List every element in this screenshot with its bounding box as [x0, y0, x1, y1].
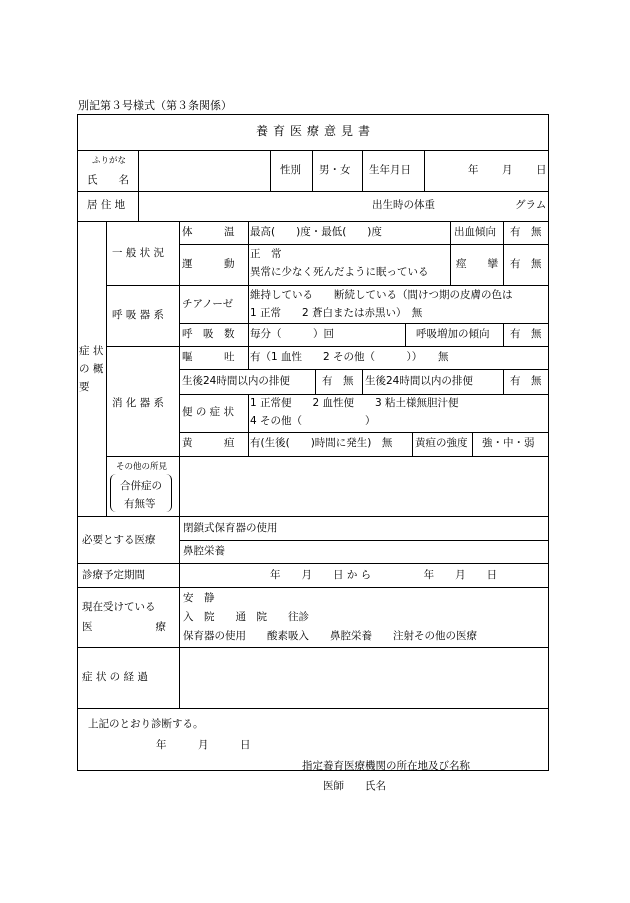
grid-line — [472, 432, 473, 456]
dob-month: 月 — [502, 164, 513, 176]
grid-line — [77, 708, 549, 709]
grid-line — [248, 394, 249, 456]
general-label: 一 般 状 況 — [112, 247, 165, 259]
grid-line — [179, 244, 549, 245]
dob-day: 日 — [536, 164, 547, 176]
grid-line — [179, 323, 549, 324]
required-label: 必要とする医療 — [82, 534, 156, 546]
intensity-value: 強・中・弱 — [482, 437, 535, 449]
dob-year: 年 — [468, 164, 479, 176]
period-label: 診療予定期間 — [82, 569, 145, 581]
grid-line — [503, 323, 504, 346]
vomit-value: 有（1 血性 2 その他（ ）） 無 — [250, 351, 449, 363]
grid-line — [77, 587, 549, 588]
institution-label: 指定養育医療機関の所在地及び名称 — [302, 760, 470, 772]
grid-line — [106, 221, 107, 516]
rate-label: 呼 吸 数 — [182, 328, 235, 340]
bleeding-label: 出血傾向 — [454, 226, 496, 238]
doctor-label: 医師 氏名 — [323, 780, 386, 792]
grid-line — [106, 285, 549, 286]
stool-line1: 1 正常便 2 血性便 3 粘土様無胆汁便 — [250, 397, 459, 409]
respiratory-label: 呼 吸 器 系 — [112, 309, 165, 321]
movement-line2: 異常に少なく死んだように眠っている — [250, 266, 429, 278]
vomit-label: 嘔 吐 — [182, 351, 235, 363]
grid-line — [179, 432, 549, 433]
current-line2: 入 院 通 院 往診 — [183, 611, 309, 623]
form-caption: 別記第３号様式（第３条関係） — [78, 99, 232, 112]
cyanosis-label: チアノーゼ — [182, 298, 234, 310]
increase-value: 有 無 — [510, 328, 542, 340]
intensity-label: 黄疸の強度 — [415, 437, 468, 449]
stool24-label: 生後24時間以内の排便 — [365, 375, 473, 387]
grid-line — [405, 323, 406, 346]
birth-weight-label: 出生時の体重 — [372, 199, 435, 211]
gram-unit: グラム — [515, 199, 547, 211]
grid-line — [248, 285, 249, 346]
grid-line — [138, 150, 139, 221]
cyanosis-line2: 1 正常 2 蒼白または赤黒い） 無 — [250, 307, 423, 319]
increase-label: 呼吸増加の傾向 — [416, 328, 490, 340]
stool24-value: 有 無 — [322, 375, 354, 387]
stool24-value: 有 無 — [510, 375, 542, 387]
other-sub2: 有無等 — [124, 498, 156, 510]
diagnosis-statement: 上記のとおり診断する。 — [88, 718, 204, 730]
temp-label: 体 温 — [182, 226, 235, 238]
grid-line — [77, 191, 549, 192]
jaundice-label: 黄 疸 — [182, 437, 235, 449]
stool-label: 便 の 症 状 — [182, 406, 235, 418]
grid-line — [77, 221, 549, 222]
grid-line — [77, 516, 549, 517]
movement-label: 運 動 — [182, 258, 235, 270]
grid-line — [106, 456, 549, 457]
grid-line — [248, 346, 249, 369]
grid-line — [179, 221, 180, 708]
grid-line — [315, 369, 316, 394]
temp-value: 最高( )度・最低( )度 — [250, 226, 382, 238]
grid-line — [77, 150, 549, 151]
other-label: その他の所見 — [116, 462, 168, 472]
sex-label: 性別 — [280, 164, 301, 176]
grid-line — [450, 221, 451, 285]
grid-line — [179, 369, 549, 370]
diagnosis-date: 年 月 日 — [156, 739, 251, 751]
grid-line — [412, 432, 413, 456]
course-label: 症 状 の 経 過 — [82, 671, 148, 683]
grid-line — [77, 563, 549, 564]
symptoms-label: 症 状 — [79, 345, 104, 357]
convulsion-label: 痙 攣 — [456, 258, 498, 270]
grid-line — [424, 150, 425, 191]
current-label: 現在受けている — [82, 601, 156, 613]
grid-line — [312, 150, 313, 191]
current-label: 医 療 — [82, 621, 166, 633]
grid-line — [248, 221, 249, 285]
period-value: 年 月 日 か ら 年 月 日 — [270, 569, 498, 581]
current-line3: 保育器の使用 酸素吸入 鼻腔栄養 注射その他の医療 — [183, 630, 477, 642]
required-item2: 鼻腔栄養 — [183, 545, 225, 557]
stool24-label: 生後24時間以内の排便 — [182, 375, 290, 387]
sex-value: 男・女 — [319, 164, 351, 176]
bleeding-value: 有 無 — [510, 226, 542, 238]
grid-line — [179, 540, 549, 541]
digestive-label: 消 化 器 系 — [112, 397, 165, 409]
address-label: 居 住 地 — [87, 199, 126, 211]
furigana-label: ふりがな — [92, 156, 127, 166]
movement-line1: 正 常 — [250, 248, 282, 260]
grid-line — [179, 394, 549, 395]
rate-value: 毎分（ ）回 — [250, 328, 334, 340]
symptoms-label: 要 — [79, 381, 90, 393]
cyanosis-line1: 維持している 断続している（間けつ期の皮膚の色は — [250, 289, 513, 301]
grid-line — [362, 369, 363, 394]
other-sub1: 合併症の — [120, 480, 162, 492]
grid-line — [362, 150, 363, 191]
symptoms-label: の 概 — [79, 363, 104, 375]
grid-line — [77, 647, 549, 648]
dob-label: 生年月日 — [369, 164, 411, 176]
convulsion-value: 有 無 — [510, 258, 542, 270]
stool-line2: 4 その他（ ） — [250, 415, 376, 427]
grid-line — [503, 221, 504, 285]
name-label: 氏 名 — [87, 174, 129, 186]
grid-line — [270, 150, 271, 191]
current-line1: 安 静 — [183, 592, 215, 604]
grid-line — [503, 369, 504, 394]
jaundice-value: 有(生後( )時間に発生) 無 — [250, 437, 393, 449]
required-item1: 閉鎖式保育器の使用 — [183, 522, 278, 534]
form-title: 養育医療意見書 — [256, 124, 376, 138]
grid-line — [106, 346, 549, 347]
